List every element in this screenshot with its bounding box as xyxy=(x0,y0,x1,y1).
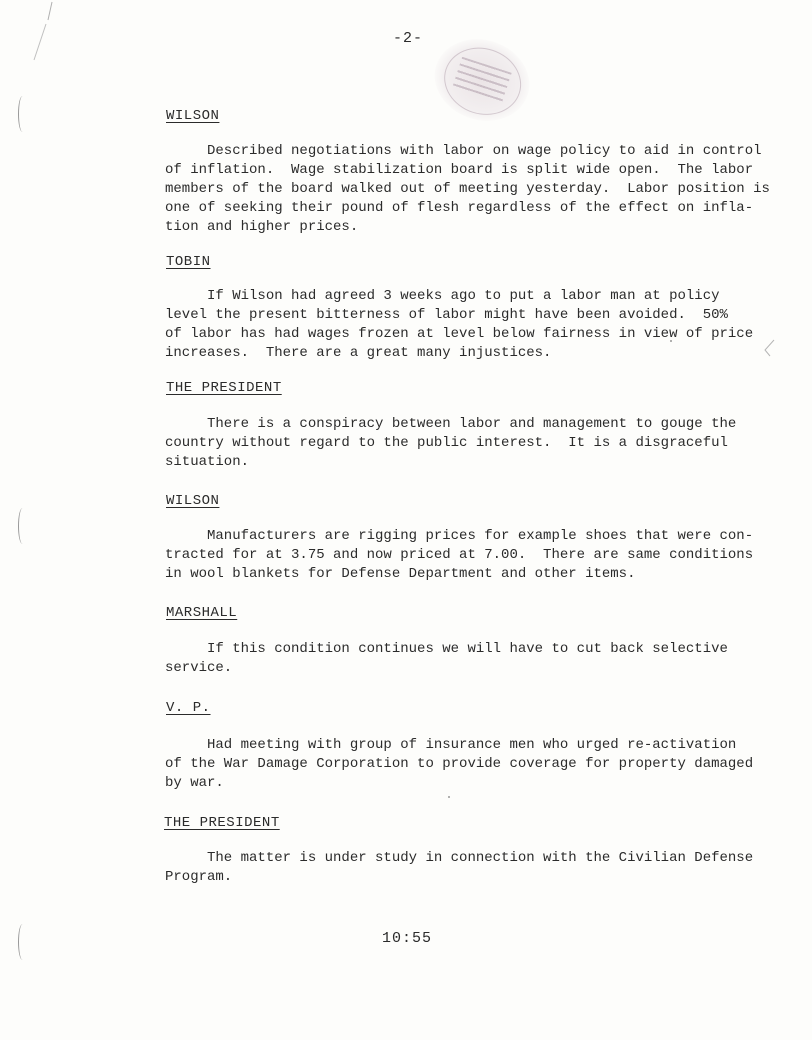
page-number: -2- xyxy=(393,30,424,47)
binder-hole-mark xyxy=(18,508,27,544)
statement-paragraph: Described negotiations with labor on wage policy to aid in control of inflation. Wage stabilization board is split wide open. The labor members of the board walked out of meeting yesterday. Labor position is one of seeking their pound of flesh regardless of the effect on infla- tion and higher prices. xyxy=(165,143,770,235)
speaker-heading: WILSON xyxy=(166,108,220,124)
statement-paragraph: Had meeting with group of insurance men who urged re-activation of the War Damage Corporation to provide coverage for property damaged by war. xyxy=(165,737,754,791)
meeting-end-time: 10:55 xyxy=(382,930,433,947)
speaker-heading: WILSON xyxy=(166,493,220,509)
statement-paragraph: There is a conspiracy between labor and management to gouge the country without regard to the public interest. It is a disgraceful situation. xyxy=(165,416,737,470)
speaker-heading: MARSHALL xyxy=(166,605,238,621)
binder-hole-mark xyxy=(18,924,27,960)
statement-paragraph: The matter is under study in connection with the Civilian Defense Program. xyxy=(165,850,754,885)
speaker-heading: THE PRESIDENT xyxy=(164,815,280,831)
speaker-heading: V. P. xyxy=(166,700,211,716)
statement-paragraph: If this condition continues we will have to cut back selective service. xyxy=(165,641,728,676)
binder-hole-mark xyxy=(18,96,27,132)
speaker-heading: TOBIN xyxy=(166,254,211,270)
statement-paragraph: If Wilson had agreed 3 weeks ago to put a labor man at policy level the present bitterness of labor might have been avoided. 50% of labor has had wages frozen at level below fairness in view of price increases. There are a great many injustices. xyxy=(165,288,754,361)
margin-mark-icon xyxy=(762,338,776,358)
speck xyxy=(448,796,450,798)
archive-stamp-icon xyxy=(424,27,540,133)
pencil-mark-icon xyxy=(28,0,58,64)
statement-paragraph: Manufacturers are rigging prices for example shoes that were con- tracted for at 3.75 and now priced at 7.00. There are same conditions in wool blankets for Defense Department and other items. xyxy=(165,528,754,582)
speaker-heading: THE PRESIDENT xyxy=(166,380,282,396)
